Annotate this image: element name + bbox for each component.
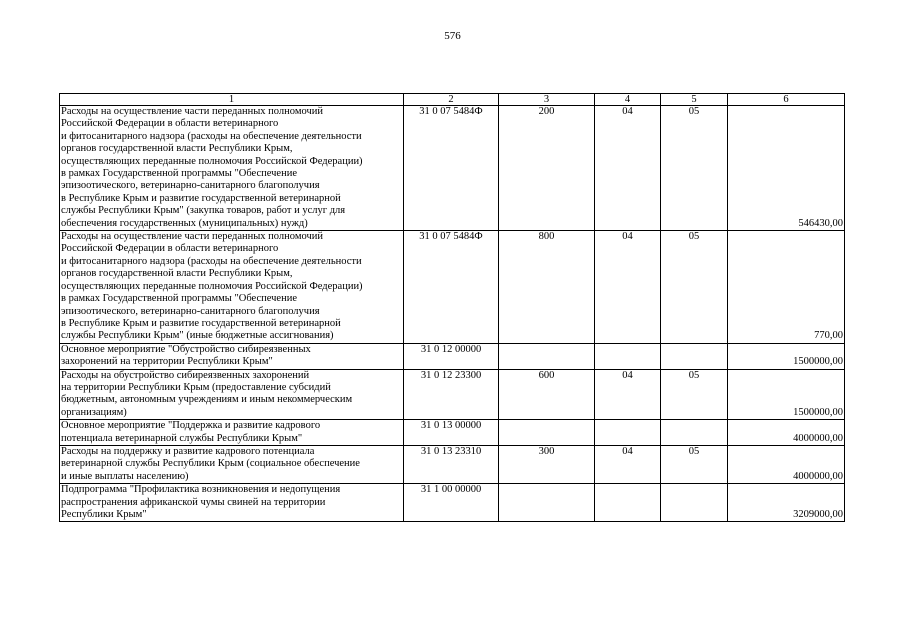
- column-header-6: 6: [728, 94, 845, 106]
- amount-value: 1500000,00: [728, 343, 845, 369]
- page-number: 576: [444, 30, 461, 42]
- description-line: осуществляющих переданные полномочия Российской Федерации): [61, 280, 363, 292]
- section-code: 04: [595, 445, 661, 483]
- subsection-code: 05: [661, 231, 728, 344]
- section-code: [595, 484, 661, 522]
- expense-description: [60, 369, 404, 420]
- column-header-2: 2: [404, 94, 499, 106]
- expense-type-code: [499, 484, 595, 522]
- table-row: [60, 231, 845, 344]
- expense-type-code: 600: [499, 369, 595, 420]
- column-header-5: 5: [661, 94, 728, 106]
- subsection-code: [661, 420, 728, 446]
- description-line: осуществляющих переданные полномочия Российской Федерации): [61, 155, 363, 167]
- subsection-code: 05: [661, 106, 728, 231]
- classification-code: 31 0 13 23310: [404, 445, 499, 483]
- description-line: Подпрограмма "Профилактика возникновения и недопущения: [61, 484, 341, 496]
- expense-type-code: 800: [499, 231, 595, 344]
- description-line: в Республике Крым и развитие государственной ветеринарной: [61, 317, 341, 329]
- expense-description: [60, 106, 404, 231]
- description-line: и фитосанитарного надзора (расходы на обеспечение деятельности: [61, 130, 362, 142]
- expense-type-code: [499, 420, 595, 446]
- subsection-code: 05: [661, 369, 728, 420]
- amount-value: 4000000,00: [728, 445, 845, 483]
- table-row: [60, 369, 845, 420]
- table-row: [60, 420, 845, 446]
- section-code: [595, 343, 661, 369]
- expense-description: [60, 445, 404, 483]
- subsection-code: [661, 343, 728, 369]
- description-line: Расходы на обустройство сибиреязвенных захоронений: [61, 369, 310, 381]
- amount-value: 3209000,00: [728, 484, 845, 522]
- description-line: обеспечения государственных (муниципальных) нужд): [61, 217, 308, 229]
- table-row: [60, 343, 845, 369]
- description-line: Расходы на осуществление части переданных полномочий: [61, 231, 323, 243]
- expense-description: [60, 343, 404, 369]
- expense-type-code: 200: [499, 106, 595, 231]
- amount-value: 770,00: [728, 231, 845, 344]
- description-line: службы Республики Крым" (иные бюджетные ассигнования): [61, 330, 334, 342]
- description-line: ветеринарной службы Республики Крым (социальное обеспечение: [61, 458, 360, 470]
- expense-description: [60, 420, 404, 446]
- description-line: в рамках Государственной программы "Обеспечение: [61, 293, 297, 305]
- description-line: Российской Федерации в области ветеринарного: [61, 243, 279, 255]
- expense-type-code: 300: [499, 445, 595, 483]
- classification-code: 31 0 12 00000: [404, 343, 499, 369]
- column-header-1: 1: [60, 94, 404, 106]
- description-line: Республики Крым": [61, 509, 147, 520]
- section-code: 04: [595, 231, 661, 344]
- classification-code: 31 0 07 5484Ф: [404, 106, 499, 231]
- section-code: [595, 420, 661, 446]
- description-line: эпизоотического, ветеринарно-санитарного благополучия: [61, 305, 320, 317]
- section-code: 04: [595, 369, 661, 420]
- description-line: потенциала ветеринарной службы Республики Крым": [61, 432, 303, 444]
- amount-value: 1500000,00: [728, 369, 845, 420]
- description-line: и фитосанитарного надзора (расходы на обеспечение деятельности: [61, 255, 362, 267]
- column-header-4: 4: [595, 94, 661, 106]
- description-line: на территории Республики Крым (предоставление субсидий: [61, 381, 331, 393]
- classification-code: 31 0 07 5484Ф: [404, 231, 499, 344]
- description-line: органов государственной власти Республики Крым,: [61, 268, 293, 280]
- description-line: и иные выплаты населению): [61, 470, 189, 482]
- description-line: Основное мероприятие "Поддержка и развитие кадрового: [61, 420, 321, 432]
- description-line: в рамках Государственной программы "Обеспечение: [61, 168, 297, 180]
- classification-code: 31 1 00 00000: [404, 484, 499, 522]
- classification-code: 31 0 13 00000: [404, 420, 499, 446]
- table-body: [60, 106, 845, 522]
- table-row: [60, 106, 845, 231]
- description-line: распространения африканской чумы свиней на территории: [61, 496, 326, 508]
- description-line: в Республике Крым и развитие государственной ветеринарной: [61, 192, 341, 204]
- description-line: Расходы на осуществление части переданных полномочий: [61, 106, 323, 117]
- table-header-row: [60, 94, 845, 106]
- subsection-code: 05: [661, 445, 728, 483]
- description-line: службы Республики Крым" (закупка товаров, работ и услуг для: [61, 205, 346, 217]
- subsection-code: [661, 484, 728, 522]
- description-line: организациям): [61, 406, 127, 418]
- description-line: эпизоотического, ветеринарно-санитарного благополучия: [61, 180, 320, 192]
- table-row: [60, 484, 845, 522]
- budget-table: [59, 93, 845, 522]
- expense-type-code: [499, 343, 595, 369]
- description-line: бюджетным, автономным учреждениям и иным некоммерческим: [61, 394, 353, 406]
- classification-code: 31 0 12 23300: [404, 369, 499, 420]
- amount-value: 4000000,00: [728, 420, 845, 446]
- description-line: Расходы на поддержку и развитие кадрового потенциала: [61, 445, 315, 457]
- amount-value: 546430,00: [728, 106, 845, 231]
- section-code: 04: [595, 106, 661, 231]
- description-line: органов государственной власти Республики Крым,: [61, 143, 293, 155]
- column-header-3: 3: [499, 94, 595, 106]
- description-line: Основное мероприятие "Обустройство сибиреязвенных: [61, 343, 311, 355]
- table-row: [60, 445, 845, 483]
- description-line: Российской Федерации в области ветеринарного: [61, 118, 279, 130]
- expense-description: [60, 231, 404, 344]
- description-line: захоронений на территории Республики Крым": [61, 356, 273, 368]
- expense-description: [60, 484, 404, 522]
